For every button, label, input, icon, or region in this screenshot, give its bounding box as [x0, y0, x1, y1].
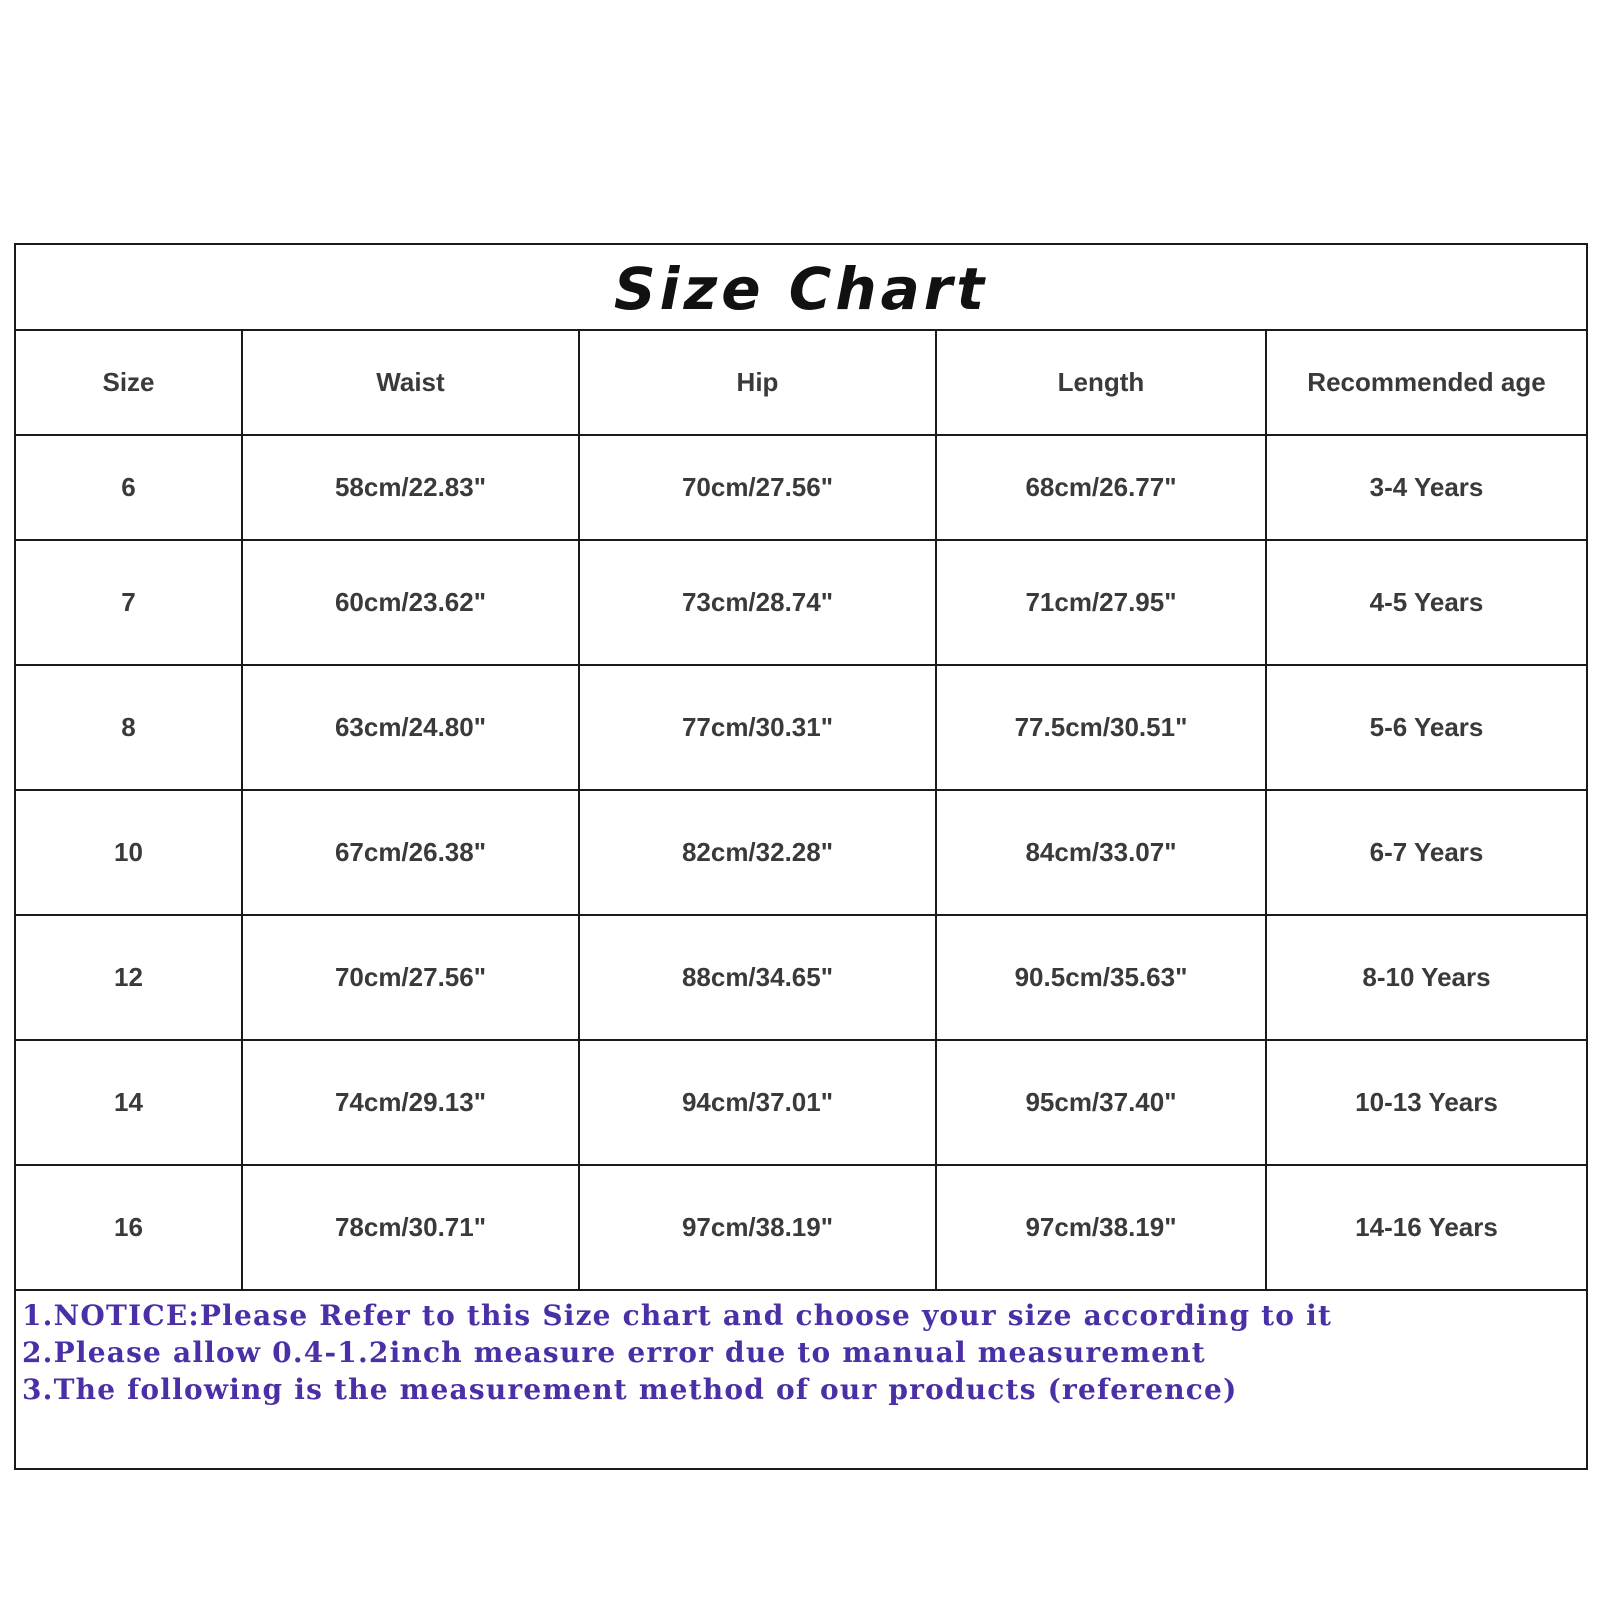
cell-age: 5-6 Years: [1266, 665, 1586, 790]
table-row: [16, 435, 1586, 540]
cell-size: 10: [16, 790, 242, 915]
size-table: [16, 331, 1586, 1291]
header-hip: Hip: [579, 331, 936, 435]
cell-length: 84cm/33.07": [936, 790, 1266, 915]
table-row: [16, 790, 1586, 915]
cell-waist: 67cm/26.38": [242, 790, 579, 915]
cell-waist: 74cm/29.13": [242, 1040, 579, 1165]
cell-length: 90.5cm/35.63": [936, 915, 1266, 1040]
cell-length: 68cm/26.77": [936, 435, 1266, 540]
title-bar: [16, 245, 1586, 331]
table-row: [16, 915, 1586, 1040]
cell-size: 7: [16, 540, 242, 665]
header-length: Length: [936, 331, 1266, 435]
cell-age: 3-4 Years: [1266, 435, 1586, 540]
cell-length: 97cm/38.19": [936, 1165, 1266, 1290]
cell-length: 71cm/27.95": [936, 540, 1266, 665]
cell-hip: 94cm/37.01": [579, 1040, 936, 1165]
cell-age: 4-5 Years: [1266, 540, 1586, 665]
cell-waist: 63cm/24.80": [242, 665, 579, 790]
table-row: [16, 1040, 1586, 1165]
cell-hip: 97cm/38.19": [579, 1165, 936, 1290]
header-waist: Waist: [242, 331, 579, 435]
cell-size: 14: [16, 1040, 242, 1165]
cell-size: 8: [16, 665, 242, 790]
table-row: [16, 665, 1586, 790]
cell-size: 12: [16, 915, 242, 1040]
cell-waist: 70cm/27.56": [242, 915, 579, 1040]
chart-title: Size Chart: [613, 255, 989, 323]
cell-age: 6-7 Years: [1266, 790, 1586, 915]
note-notice: 1.NOTICE:Please Refer to this Size chart and choose your size according to it: [22, 1299, 1333, 1332]
cell-length: 95cm/37.40": [936, 1040, 1266, 1165]
cell-waist: 78cm/30.71": [242, 1165, 579, 1290]
notes-section: [16, 1291, 1586, 1408]
cell-size: 6: [16, 435, 242, 540]
cell-age: 10-13 Years: [1266, 1040, 1586, 1165]
table-row: [16, 540, 1586, 665]
cell-size: 16: [16, 1165, 242, 1290]
cell-hip: 82cm/32.28": [579, 790, 936, 915]
cell-waist: 58cm/22.83": [242, 435, 579, 540]
cell-hip: 77cm/30.31": [579, 665, 936, 790]
header-row: [16, 331, 1586, 435]
cell-age: 8-10 Years: [1266, 915, 1586, 1040]
cell-hip: 70cm/27.56": [579, 435, 936, 540]
note-measure-error: 2.Please allow 0.4-1.2inch measure error due to manual measurement: [22, 1336, 1206, 1369]
cell-hip: 88cm/34.65": [579, 915, 936, 1040]
cell-age: 14-16 Years: [1266, 1165, 1586, 1290]
note-measurement-method: 3.The following is the measurement method of our products (reference): [22, 1373, 1238, 1406]
cell-waist: 60cm/23.62": [242, 540, 579, 665]
header-recommended-age: Recommended age: [1266, 331, 1586, 435]
cell-hip: 73cm/28.74": [579, 540, 936, 665]
table-row: [16, 1165, 1586, 1290]
header-size: Size: [16, 331, 242, 435]
size-chart: [14, 243, 1588, 1470]
cell-length: 77.5cm/30.51": [936, 665, 1266, 790]
